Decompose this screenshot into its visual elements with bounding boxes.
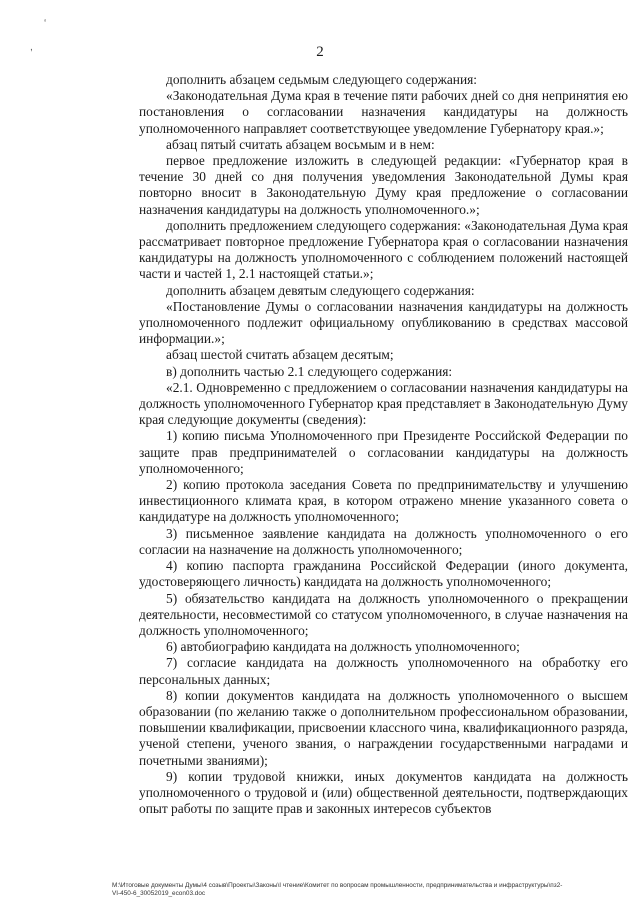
paragraph: дополнить абзацем девятым следующего содержания: <box>166 282 475 298</box>
paragraph: «2.1. Одновременно с предложением о согласовании назначения кандидатуры на должность уполномоченного Губернатор края представляет в Законодательную Думу края следующие документы (сведения): <box>139 379 628 428</box>
paragraph: в) дополнить частью 2.1 следующего содержания: <box>166 363 453 379</box>
margin-tick-mark: ‘ <box>44 18 47 29</box>
document-body <box>139 72 628 817</box>
margin-tick-mark: , <box>30 42 33 53</box>
list-item: 1) копию письма Уполномоченного при Президенте Российской Федерации по защите прав предпринимателей о согласовании кандидатуры на должность уполномоченного; <box>139 428 628 476</box>
paragraph: абзац шестой считать абзацем десятым; <box>166 347 394 363</box>
paragraph: абзац пятый считать абзацем восьмым и в нем: <box>166 136 435 152</box>
list-item: 5) обязательство кандидата на должность уполномоченного о прекращении деятельности, несовместимой со статусом уполномоченного, в случае назначения на должность уполномоченного; <box>139 590 628 638</box>
paragraph: «Законодательная Дума края в течение пяти рабочих дней со дня непринятия ею постановления о согласовании назначения кандидатуры на должность уполномоченного направляет соответствующее уведомление Губернатору края.»; <box>139 88 628 136</box>
list-item: 9) копии трудовой книжки, иных документов кандидата на должность уполномоченного о трудовой и (или) общественной деятельности, подтверждающих опыт работы по защите прав и законных интересов субъектов <box>139 768 628 817</box>
list-item: 2) копию протокола заседания Совета по предпринимательству и улучшению инвестиционного климата края, в котором отражено мнение указанного совета о кандидатуре на должность уполномоченного; <box>139 477 628 525</box>
list-item: 6) автобиографию кандидата на должность уполномоченного; <box>166 639 520 655</box>
page-number: 2 <box>316 44 324 60</box>
paragraph: дополнить предложением следующего содержания: «Законодательная Дума края рассматривает повторное предложение Губернатора края о согласовании назначения кандидатуры на должность уполномоченного с соблюдением положений настоящей части и частей 1, 2.1 настоящей статьи.»; <box>139 217 628 282</box>
list-item: 4) копию паспорта гражданина Российской Федерации (иного документа, удостоверяющего личность) кандидата на должность уполномоченного; <box>139 558 628 590</box>
paragraph: первое предложение изложить в следующей редакции: «Губернатор края в течение 30 дней со дня получения уведомления Законодательной Думы края повторно вносит в Законодательную Думу края предложение о согласовании назначения кандидатуры на должность уполномоченного.»; <box>139 153 628 217</box>
paragraph: дополнить абзацем седьмым следующего содержания: <box>166 72 477 87</box>
footer-path-line: M:\Итоговые документы Думы\4 созыв\Проекты\Законы\I чтение\Комитет по вопросам промышленности, предпринимательства и инфраструктуры\пз2- <box>112 882 563 889</box>
list-item: 7) согласие кандидата на должность уполномоченного на обработку его персональных данных; <box>139 655 628 687</box>
footer-path-line: VI-450-6_30052019_econ03.doc <box>112 890 206 897</box>
list-item: 8) копии документов кандидата на должность уполномоченного о высшем образовании (по желанию также о дополнительном профессиональном образовании, повышении квалификации, присвоении классного чина, квалификационного разряда, ученой степени, ученого звания, о награждении государственными наградами и почетными званиями); <box>139 687 628 768</box>
paragraph: «Постановление Думы о согласовании назначения кандидатуры на должность уполномоченного подлежит официальному опубликованию в средствах массовой информации.»; <box>139 298 628 347</box>
list-item: 3) письменное заявление кандидата на должность уполномоченного о его согласии на назначение на должность уполномоченного; <box>139 525 628 557</box>
file-path-footer <box>112 882 630 898</box>
